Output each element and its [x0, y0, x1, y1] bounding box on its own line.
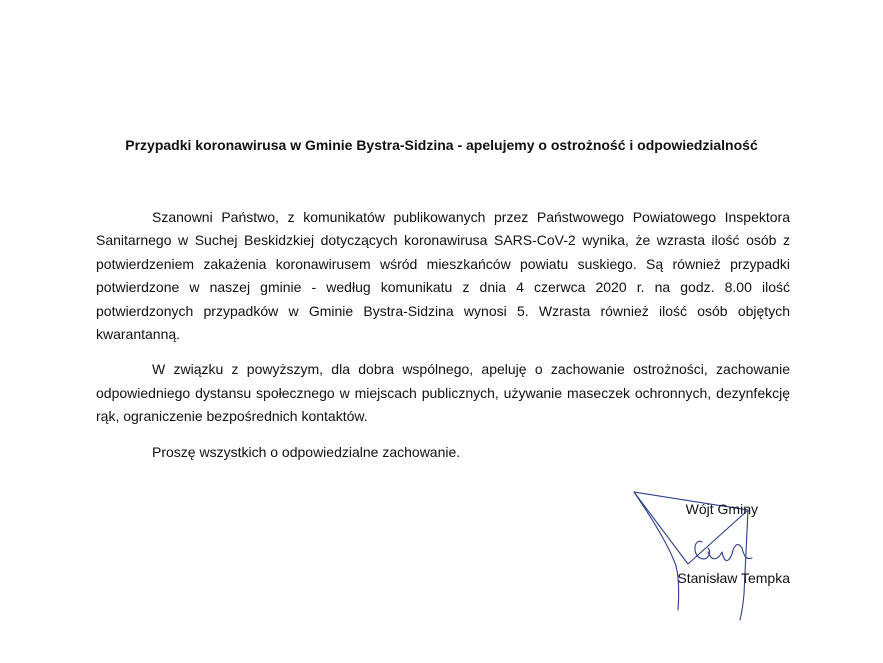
paragraph-1: Szanowni Państwo, z komunikatów publikowanych przez Państwowego Powiatowego Inspektora Sanitarnego w Suchej Beskidzkiej dotyczących koronawirusa SARS-CoV-2 wynika, że wzrasta ilość osób z potwierdzeniem zakażenia koronawirusem wśród mieszkańców powiatu suskiego. Są również przypadki potwierdzone w naszej gminie - według komunikatu z dnia 4 czerwca 2020 r. na godz. 8.00 ilość potwierdzonych przypadków w Gminie Bystra-Sidzina wynosi 5. Wzrasta również ilość osób objętych kwarantanną.	[96, 209, 790, 343]
paragraph-3: Proszę wszystkich o odpowiedzialne zachowanie.	[152, 443, 461, 460]
signatory-name: Stanisław Tempka	[677, 570, 790, 586]
document-body	[96, 206, 790, 464]
signatory-position: Wójt Gminy	[685, 501, 758, 517]
paragraph-2: W związku z powyższym, dla dobra wspólnego, apeluję o zachowanie ostrożności, zachowanie odpowiedniego dystansu społecznego w miejscach publicznych, używanie maseczek ochronnych, dezynfekcję rąk, ograniczenie bezpośrednich kontaktów.	[96, 361, 790, 425]
document-title: Przypadki koronawirusa w Gminie Bystra-Sidzina - apelujemy o ostrożność i odpowiedzialność	[125, 137, 758, 153]
